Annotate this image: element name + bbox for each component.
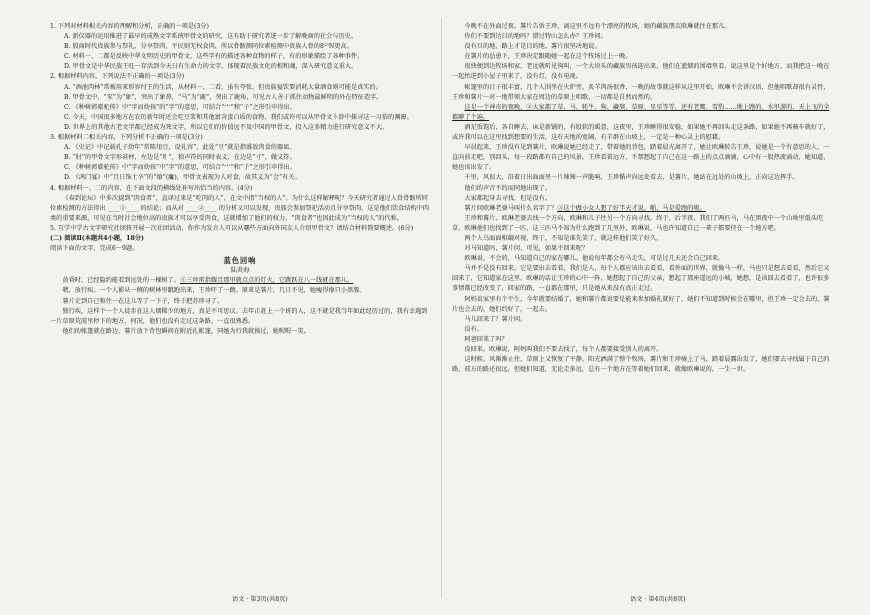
story-text-right [452,22,832,375]
story-paragraph [452,184,832,194]
story-paragraph [452,143,832,173]
story-paragraph [50,297,430,307]
story-text: 阿妈说家里有个平生，今年就要结婚了，她和薯片都说要是能来参加婚礼就好了，她们不知道到时候会在哪里，但王珍一定会去的，薯片也会去的，她们约好了，一起去。 [452,295,830,313]
story-text: 王珍和薯片、欧琳老婆去找一个方向，欧琳和儿子往另一个方向寻找，终于，后半夜，我们了两匹马，马在黑夜中一个山坳里低头吃草，欧琳他们也找到了一匹，这三匹马不知为什么跑到了几里外，欧琳说，马也许知道自己一辈子都要待在一个地方吧。 [452,214,824,232]
question-text: 2. 根据材料内容，下列说法不正确的一项是(3分) [50,73,185,81]
question-text: 5. 互学中学古文字研究社团将开展一次社团活动，你作为发言人可以从哪些方面向外国友人介绍甲骨文？请结合材料简要概述。(6分) [50,224,414,232]
footer-left-page-number: 语文 · 第3页(共8页) [232,596,288,603]
question-paragraph [50,52,430,62]
story-paragraph [452,52,832,62]
story-text: 欧琳说，不会的，马知道自己的家在哪儿。他说每年都会有马走失，可是过几天还会自己回来。 [464,255,725,263]
story-text: 他们的声音不约而同地出现了。 [464,184,552,192]
right-column [452,22,832,375]
question-text: A. 新仪器的运用推进了最早的成熟文字系统甲骨文的研究，这有助于研究者进一步了解晚商的社会与历史。 [64,33,358,41]
story-text: 没有目的地，路上才是目的地。薯片很坚决地说。 [464,43,601,51]
page-fold-divider [441,18,442,598]
question-text: D. 《鸿门宴》中“且日饰士卒”的“飨”(𩞁)，甲骨文表现为人对食，故其义为“会”有关。 [64,174,301,182]
story-text: 独行疾，这样个一个人徒步在这人烟稀少的地方，真是不可思议。去年正赶上一个班的人，这不就是我当年如此经历过的，我有幸遇到一片草原荒漠里停下的地方，何况，他们也没有走过这条路，一直很熟悉。 [50,307,428,325]
story-paragraph [50,327,430,337]
story-text: 这时候，风渐渐止住，草原上又恢复了平静，阳光洒满了整个牧场，薯片和王珍骑上了马，踏着晨露出发了，她们要去寻找属于自己的路，前方的路还很远，但她们知道，无论走多远，总有一个地方在等着她们回来，就像欧琳说的，一生一世。 [452,356,830,374]
story-paragraph [452,42,832,52]
story-text: 没有。 [464,325,483,333]
question-paragraph [50,72,430,82]
question-paragraph [50,22,430,32]
story-title: 蓝色回响 [223,256,257,266]
question-text: A. “酒池肉林”常被用来形容纣王的生活，从材料一、二看，虽有夸张，但贵族宴饮要消耗大量酒食则可能是真实的。 [64,83,382,91]
question-paragraph [50,62,430,72]
story-paragraph [452,194,832,204]
story-text: 对马知道吗，薯片问，可见，如果不回来呢？ [464,245,589,253]
story-text: 黄昏时，已经隐约能看到远处的一棵树了。 [62,277,180,285]
question-paragraph [50,184,430,194]
question-paragraph [50,113,430,123]
story-text: 早晨起来，王珍没有见到薯片，欧琳说她已经走了，带着她的背包，踏着晨光离开了，她让欧琳转告王珍，说她是一个有意思的人，一直向前走吧，别回头，每一段路都有自己的风景。王珍看着远方，不禁想起了自己在这一路上的点点滴滴，心中有一股热流涌动，她知道，她也该出发了。 [452,144,830,172]
question-paragraph [50,32,430,42]
story-paragraph [452,355,832,375]
story-paragraph [50,276,430,286]
story-text: 这是一个神奇的夜晚，②大家都了草、马、牦牛、狗、藏獒、草原、星星等等，还有老鹰、雪豹……地上跑的、水里游的、天上飞的全都聊了个遍。 [452,103,830,121]
footer-right-page-number: 语文 · 第4页(共8页) [630,596,686,603]
story-paragraph [452,22,832,32]
story-text: 很快便到达牧场和家，老远就听见狗叫，一个大块头的藏族男孩迎出来，他们在蓝烟的围墙里看，说这里是个好地方，而我把这一晚在一起抬进到小屋子里来了，没有灯，没有电视。 [452,63,830,81]
story-paragraph [452,62,832,82]
question-text: B. 甲骨文中，“豕”为“象”，突出了象鼻，“马”为“鹿”，突出了鹿角，可见古人善于抓住动物最鲜明的外在特征造字。 [64,93,383,101]
story-text: 酒足饭饱后，各自睡去，床是新铺的，有股软的暖意，这夜里，王珍睡得很安稳，如果她不再回头走这条路，如果她不再骑车就好了，或许我可以在这里找到想要的生活，这有天地的宽阔，有羊群在山坡上，一定是一种心灵上的慰藉。 [452,123,830,142]
question-text: C. 材料一、二都是反映中华文明历史的甲骨文，这些字有的描述各种食物的样子，有的形象描绘了各种事件。 [64,53,364,61]
story-paragraph [452,315,832,325]
question-paragraph [50,143,430,153]
story-paragraph [452,295,832,315]
story-text: 没回来。欧琳说，阿妈叫我们不要去找了，每个人都要接受别人的离开。 [464,346,663,353]
story-text: 大家都起身去寻找，但是没有。 [464,194,552,202]
question-paragraph [50,103,430,113]
story-text: 阿爸回来了吗？ [464,335,508,343]
question-text: C. 《种树郭橐驼传》中“字而幼孩”中“字”的意思，可结合“宀”和“子”之形引申得出。 [64,164,296,172]
story-paragraph [50,286,430,296]
story-text: 今晚不在外面过夜。薯片告诉王珍，离这里不远有个漂亮的牧场，她的藏族朋友欧琳就住在那儿。 [464,23,731,30]
story-paragraph [452,234,832,244]
story-text: 薯片走到自己和住一在这儿等了一下子，终于把苏珍寻了。 [62,297,224,305]
story-text: 马儿回来了？薯片问。 [464,315,527,323]
story-text: 帐篷里的日子很丰富，几个人围坐在火炉旁，炙羊肉汤很香，一晚的故事就这样从这里开始，欧琳不会讲汉语，但他唱歌却很有灵性，王珍和薯片一对一地带领大家在周边的草原上唱歌，一切都是自然而然的。 [452,83,830,101]
question-paragraph [50,42,430,52]
story-paragraph [452,345,832,355]
question-text: A. 《史记》中记载孔子幼年“常陈俎豆，设礼容”，此处“豆”就是指盛放肉食的器皿。 [64,144,296,152]
question-text: 1. 下列对材料相关内容的理解和分析，正确的一项是(3分) [50,23,209,30]
story-text: 千里，风很大，沿着日出面面里一片辣辣一声脆响，王珍循声向远处看去，是薯片，她站在远处的山坡上，正向这边挥手。 [464,174,799,182]
question-paragraph [50,123,430,133]
story-text: 两个人乌面面相觑对视，终于，不知是谁先笑了，就这样他们笑了好久。 [464,234,663,242]
question-paragraph [50,224,430,234]
story-underlined-sentence: ③这个做小女人想了好半天才说，啪，马是爱跑的啦。 [557,204,706,212]
story-paragraph [452,244,832,254]
story-author: 陆炎海 [230,267,250,275]
story-text: 他们的帐篷就在路边，薯片放下背包瞬间在附近扎帐篷，同她为行我就换过，她喔喔一笑。 [62,327,310,335]
story-paragraph [50,307,430,327]
story-paragraph [452,204,832,214]
story-paragraph [452,264,832,294]
story-paragraph [452,83,832,103]
question-text: C. 《种树郭橐驼传》中“字而幼孩”的“字”的意思，可结合“宀”和“子”之形引申得出。 [64,103,296,111]
question-text: B. 殷商时代贵族参与祭礼，分享祭肉，平民则无权食肉，所以骨骸测同位素检测中贵族人骨的8¹⁵N更高。 [64,43,353,51]
story-text-left [50,276,430,337]
question-paragraph [50,153,430,163]
question-paragraph [50,133,430,143]
story-paragraph [452,254,832,264]
story-paragraph [452,173,832,183]
story-text: 你们不要到达目的地吗？错过特山怎么办？王珍问。 [464,33,607,41]
question-text: 3. 根据材料二相关内容，下列分析不正确的一项是(3分) [50,134,203,142]
question-paragraph [50,234,430,244]
story-paragraph [452,32,832,42]
story-text: 马并不是没有回来，它是要出去看看，我们是人，每个人都应该出去看看，看外面的世界，就像马一样，马也只是想去看看，然后它又回来了，它知道家在这里。欧琳的话让王珍的心中一阵，她想起了自己的父亲，想起了那座遥远的小城，她想，是该回去看看了，也许很多事情都已经改变了，回家的路，一直都在那里，只是她从来没有真正走过。 [452,265,830,293]
story-text: 嗯，放行疾。一个人影从一侧的树林里踉跑出来，王珍吓了一跳。原来是薯片，几日不见，她瘦得像只小黑豚。 [62,287,366,295]
story-paragraph [452,103,832,123]
question-text: B. “肘”的甲骨文字形甚材，左边是“⺼”，独声符的同时表义，在边是“寸”，做义符。 [64,154,296,162]
story-paragraph [452,325,832,335]
question-text: 4. 根据材料一、二的内容，在下面文段的横线处补写出恰当的内容。(4分) [50,184,253,192]
question-paragraph [50,173,430,183]
question-text: 阅读下面的文字，完成6～9题。 [50,245,139,253]
question-paragraph [50,244,430,254]
story-paragraph [452,335,832,345]
story-paragraph [452,214,832,234]
question-paragraph [50,93,430,103]
story-text: 薯片问欧琳老婆马叫什么名字了？ [464,204,558,212]
question-paragraph [50,194,430,224]
question-paragraph [50,163,430,173]
questions-block [50,22,430,254]
question-text: D. 世界上的其他古老文字都已经成为死文字，所以它们的价值远不及中国的甲骨文，投入这多精力进行研究意义不大。 [64,123,389,131]
story-underlined-sentence: ①三珍雷指耀且那里就点点的灯火，它跳跃在八一线就在那儿。 [179,277,354,285]
story-paragraph [452,123,832,143]
story-text: 在薯片的怂恿下，王珍决定跟随她一起在这个牧场过上一晚。 [464,53,632,61]
left-column [50,22,430,337]
question-text: 《春到论坛》中多次提到“肉食者”，直译过来是“吃肉的人”，在文中指“当权的人”。为什么这样解释呢？今天研究者通过人骨骨骸所同位素检测的方法得出 ____①____ 的结论；而从对 ____②____ 的分析又可以发现，贵族会参加祭祀活动且分享祭肉，这是他们饮食结构中肉类的重要来源，可见在当时社会地位高的贵族才可以享受肉食，这就增加了他们的权力，“肉食者”也因此成为“当权的人”的代称。 [50,194,430,222]
question-text: (二) 阅读Ⅱ(本题共4小题，18分) [50,234,144,242]
question-text: D. 甲骨文是中华民族王旺一存活到今天日有生命力的文字，体现着民族文化的根和魂，深入研究意义重大。 [64,63,358,71]
question-text: C. 今天，中国很多地方在农历新年时还会吃豆浆和其他富含蛋白质的食物，我们或许可以从甲骨文卜辞中探寻这一习俗的渊源。 [64,113,413,121]
question-paragraph [50,83,430,93]
